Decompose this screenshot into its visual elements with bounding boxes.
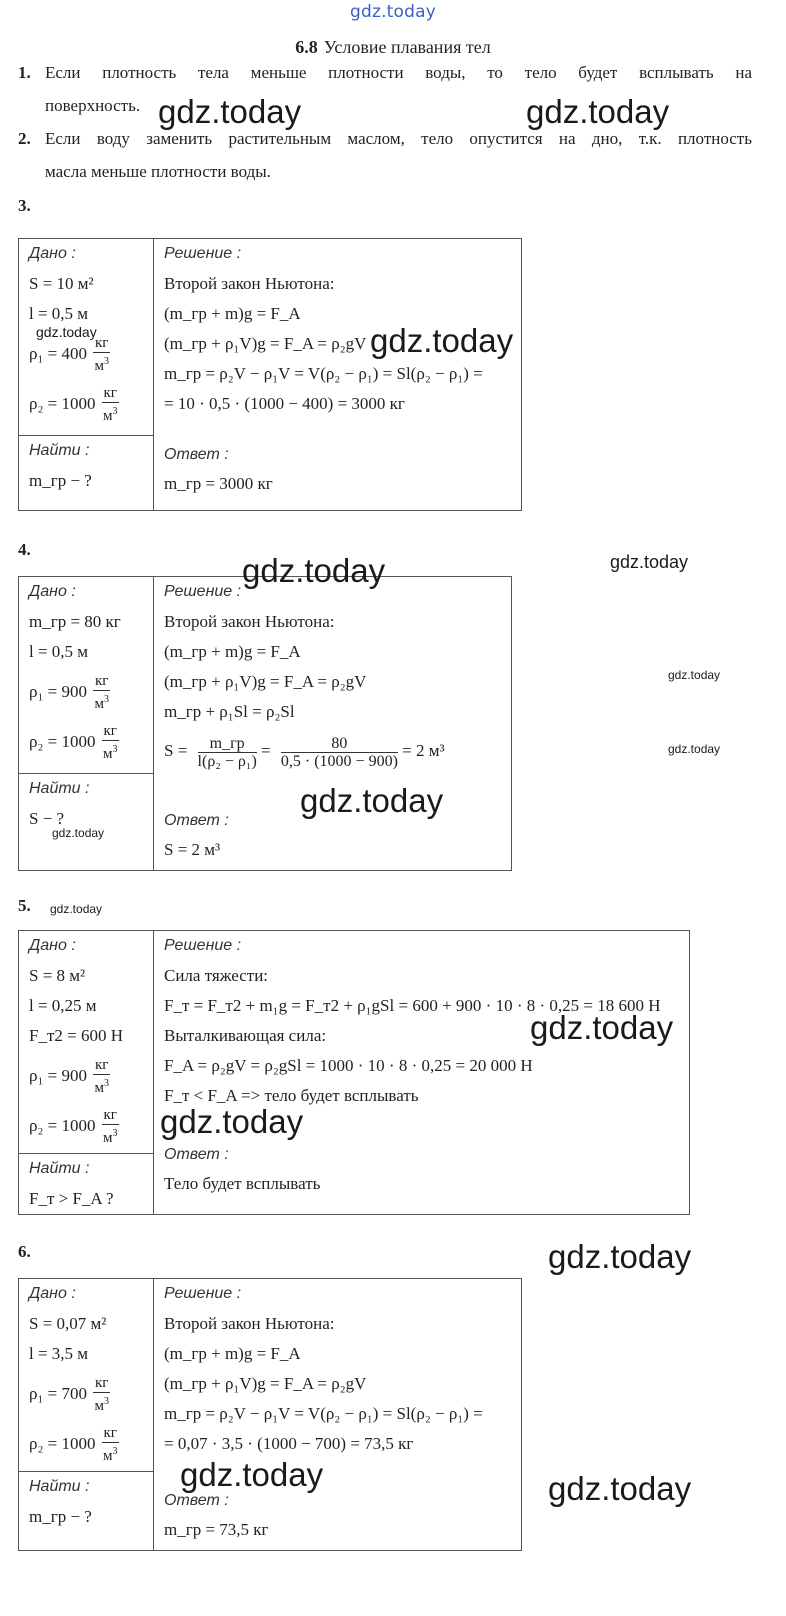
given-item: ρ₁ = 900 xyxy=(29,1066,87,1085)
find-item: m_гр − ? xyxy=(29,471,92,490)
unit-fraction xyxy=(102,1107,119,1147)
given-item: S = 10 м² xyxy=(29,274,94,293)
solution-header: Решение : xyxy=(164,245,242,262)
unit-denominator: $м^3$ xyxy=(102,1446,118,1465)
problem-number: 5. xyxy=(18,896,31,915)
problem-5-table xyxy=(18,930,690,1215)
given-header: Дано : xyxy=(29,937,76,954)
solution-line: (m_гр + m)g = F_A xyxy=(164,1344,301,1363)
solution-cell xyxy=(154,931,690,1215)
given-cell xyxy=(19,1279,154,1472)
watermark: gdz.today xyxy=(158,93,302,130)
given-item: l = 0,5 м xyxy=(29,304,89,323)
watermark: gdz.today xyxy=(668,742,721,756)
solution-cell xyxy=(154,1279,522,1551)
watermark: gdz.today xyxy=(526,93,670,130)
section-title-text: Условие плавания тел xyxy=(323,37,491,57)
find-cell xyxy=(19,774,154,871)
solution-line: m_гр = ρ₂V − ρ₁V = V(ρ₂ − ρ₁) = Sl(ρ₂ − ρ₁) = xyxy=(164,1404,483,1423)
given-density xyxy=(19,717,153,767)
given-density xyxy=(19,667,153,717)
problem-number: 3. xyxy=(18,196,31,215)
answer-line: Тело будет всплывать xyxy=(164,1174,321,1193)
given-density xyxy=(19,1369,153,1419)
unit-denominator: $м^3$ xyxy=(94,1396,109,1415)
given-density xyxy=(19,379,153,429)
fraction-lhs: S = xyxy=(164,741,188,760)
given-item: m_гр = 80 кг xyxy=(29,612,121,631)
unit-fraction xyxy=(93,335,110,375)
find-header: Найти : xyxy=(29,442,90,459)
given-item: ρ₂ = 1000 xyxy=(29,1116,96,1135)
unit-denominator: $м^3$ xyxy=(94,356,109,375)
watermark: gdz.today xyxy=(50,902,103,916)
fraction-denominator: 0,5 · (1000 − 900) xyxy=(280,752,398,770)
fraction-denominator: l(ρ₂ − ρ₁) xyxy=(197,752,257,770)
solution-line: Сила тяжести: xyxy=(164,966,269,985)
answer-header: Ответ : xyxy=(164,1146,229,1163)
unit-denominator: $м^3$ xyxy=(94,694,109,713)
solution-header: Решение : xyxy=(164,937,242,954)
watermark: gdz.today xyxy=(668,668,721,682)
solution-line: (m_гр + ρ₁V)g = F_A = ρ₂gV xyxy=(164,1374,367,1393)
solution-line: = 0,07 · 3,5 · (1000 − 700) = 73,5 кг xyxy=(164,1434,414,1453)
solution-line: F_A = ρ₂gV = ρ₂gSl = 1000 · 10 · 8 · 0,25 = 20 000 Н xyxy=(164,1056,533,1075)
problem-number: 4. xyxy=(18,540,31,559)
given-item: l = 3,5 м xyxy=(29,1344,89,1363)
find-item: m_гр − ? xyxy=(29,1507,92,1526)
unit-fraction xyxy=(93,1057,110,1097)
find-header: Найти : xyxy=(29,1478,90,1495)
solution-header: Решение : xyxy=(164,1285,242,1302)
unit-fraction xyxy=(102,1425,119,1465)
unit-fraction xyxy=(93,1375,110,1415)
find-header: Найти : xyxy=(29,780,90,797)
intro-item-2 xyxy=(0,122,786,192)
solution-header: Решение : xyxy=(164,583,242,600)
solution-line: Второй закон Ньютона: xyxy=(164,274,335,293)
given-item: ρ₁ = 900 xyxy=(29,682,87,701)
fraction-1 xyxy=(198,735,257,770)
given-item: ρ₂ = 1000 xyxy=(29,394,96,413)
unit-fraction xyxy=(102,723,119,763)
given-item: S = 8 м² xyxy=(29,966,86,985)
problem-3-table xyxy=(18,238,522,511)
given-item: F_т2 = 600 Н xyxy=(29,1026,123,1045)
section-number: 6.8 xyxy=(295,37,318,57)
unit-fraction xyxy=(93,673,110,713)
given-item: l = 0,25 м xyxy=(29,996,97,1015)
solution-cell xyxy=(154,577,512,871)
given-item: ρ₂ = 1000 xyxy=(29,732,96,751)
given-item: S = 0,07 м² xyxy=(29,1314,107,1333)
given-cell xyxy=(19,931,154,1154)
given-item: ρ₂ = 1000 xyxy=(29,1434,96,1453)
answer-line: S = 2 м³ xyxy=(164,840,221,859)
unit-denominator: $м^3$ xyxy=(94,1078,109,1097)
unit-numerator: кг xyxy=(103,723,117,740)
intro-item-line: поверхность. xyxy=(45,96,141,115)
site-logo: gdz.today xyxy=(349,2,437,22)
unit-denominator: $м^3$ xyxy=(102,406,118,425)
given-cell xyxy=(19,577,154,774)
watermark: gdz.today xyxy=(530,1009,674,1046)
solution-line: F_т = F_т2 + m₁g = F_т2 + ρ₁gSl = 600 + 900 · 10 · 8 · 0,25 = 18 600 Н xyxy=(164,996,661,1015)
answer-line: m_гр = 3000 кг xyxy=(164,474,273,493)
intro-item-line: Если плотность тела меньше плотности воды, то тело будет всплывать на xyxy=(45,63,752,82)
given-item: ρ₁ = 700 xyxy=(29,1384,87,1403)
solution-fraction-line: S = $\frac{m\_гр}{\text{l(ρ₂ − ρ₁)}}$ = $\frac{80}{0,5 \cdot (1000 - 900)}$ = 2 м³ xyxy=(164,734,445,770)
solution-line: = 10 · 0,5 · (1000 − 400) = 3000 кг xyxy=(164,394,405,413)
answer-header: Ответ : xyxy=(164,446,229,463)
solution-line: m_гр + ρ₁Sl = ρ₂Sl xyxy=(164,702,295,721)
unit-numerator: кг xyxy=(103,1425,117,1442)
watermark: gdz.today xyxy=(370,322,514,359)
answer-header: Ответ : xyxy=(164,1492,229,1509)
watermark: gdz.today xyxy=(52,826,105,840)
given-density xyxy=(19,1051,153,1101)
solution-line: (m_гр + ρ₁V)g = F_A = ρ₂gV xyxy=(164,334,367,353)
watermark: gdz.today xyxy=(610,552,689,572)
solution-line: (m_гр + ρ₁V)g = F_A = ρ₂gV xyxy=(164,672,367,691)
given-density xyxy=(19,1101,153,1151)
unit-numerator: кг xyxy=(95,673,109,690)
unit-numerator: кг xyxy=(103,385,117,402)
find-item: F_т > F_A ? xyxy=(29,1189,114,1208)
find-cell xyxy=(19,436,154,511)
solution-line: Второй закон Ньютона: xyxy=(164,1314,335,1333)
intro-item-number: 2. xyxy=(18,129,31,148)
solution-line: m_гр = ρ₂V − ρ₁V = V(ρ₂ − ρ₁) = Sl(ρ₂ − ρ₁) = xyxy=(164,364,483,383)
problem-6-table xyxy=(18,1278,522,1551)
solution-cell xyxy=(154,239,522,511)
intro-item-line: масла меньше плотности воды. xyxy=(45,162,271,181)
answer-header: Ответ : xyxy=(164,812,229,829)
solution-line: (m_гр + m)g = F_A xyxy=(164,304,301,323)
fraction-numerator: 80 xyxy=(281,735,398,753)
problem-number: 6. xyxy=(18,1242,31,1261)
given-density xyxy=(19,1419,153,1469)
find-cell xyxy=(19,1472,154,1551)
watermark: gdz.today xyxy=(180,1456,324,1493)
watermark: gdz.today xyxy=(548,1470,692,1507)
unit-numerator: кг xyxy=(103,1107,117,1124)
solution-line: Второй закон Ньютона: xyxy=(164,612,335,631)
find-item: S − ? xyxy=(29,809,65,828)
intro-item-line: Если воду заменить растительным маслом, тело опустится на дно, т.к. плотность xyxy=(45,129,752,148)
watermark: gdz.today xyxy=(300,782,444,819)
fraction-result: = 2 м³ xyxy=(402,741,445,760)
section-title xyxy=(0,37,786,58)
given-header: Дано : xyxy=(29,1285,76,1302)
unit-denominator: $м^3$ xyxy=(102,744,118,763)
fraction-2 xyxy=(281,735,398,770)
intro-item-number: 1. xyxy=(18,63,31,82)
given-item: ρ₁ = 400 xyxy=(29,344,87,363)
given-header: Дано : xyxy=(29,583,76,600)
unit-fraction xyxy=(102,385,119,425)
unit-numerator: кг xyxy=(95,335,109,352)
watermark: gdz.today xyxy=(548,1238,692,1275)
unit-denominator: $м^3$ xyxy=(102,1128,118,1147)
watermark: gdz.today xyxy=(160,1103,304,1140)
given-header: Дано : xyxy=(29,245,76,262)
solution-line: Выталкивающая сила: xyxy=(164,1026,327,1045)
solution-line: (m_гр + m)g = F_A xyxy=(164,642,301,661)
answer-line: m_гр = 73,5 кг xyxy=(164,1520,269,1539)
given-item: l = 0,5 м xyxy=(29,642,89,661)
fraction-numerator: m_гр xyxy=(198,735,257,753)
watermark: gdz.today xyxy=(36,324,97,340)
watermark: gdz.today xyxy=(242,552,386,589)
unit-numerator: кг xyxy=(95,1375,109,1392)
solution-line: F_т < F_A => тело будет всплывать xyxy=(164,1086,419,1105)
unit-numerator: кг xyxy=(95,1057,109,1074)
find-header: Найти : xyxy=(29,1160,90,1177)
find-cell xyxy=(19,1154,154,1215)
